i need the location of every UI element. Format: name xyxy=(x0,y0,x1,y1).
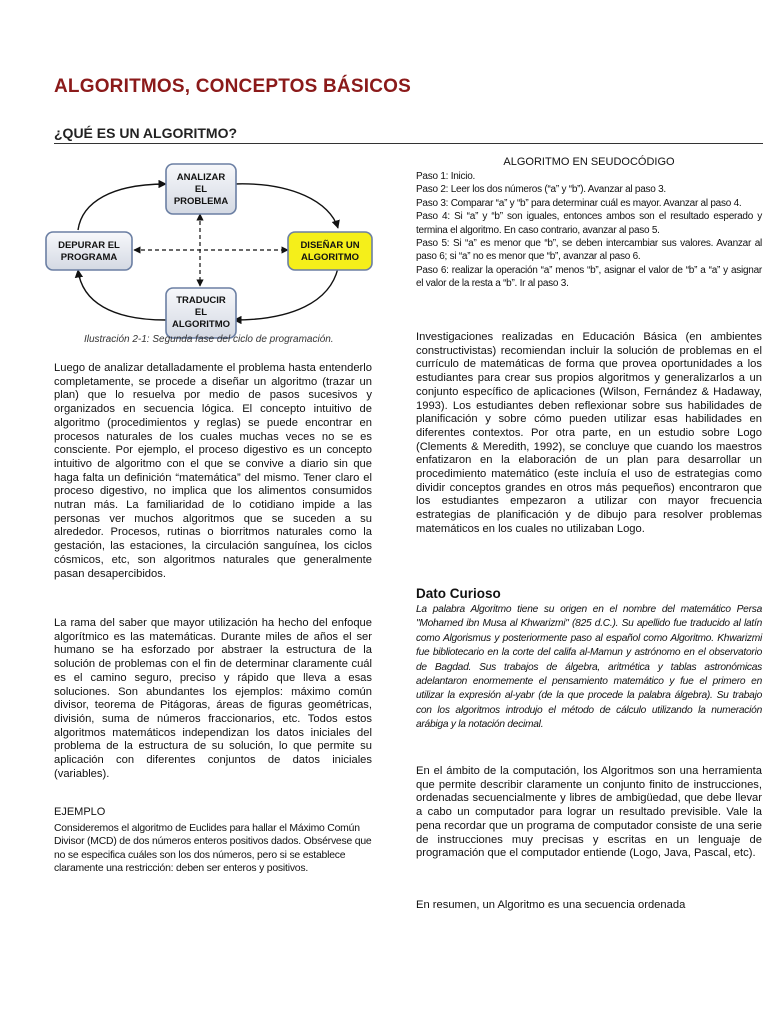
right-paragraph-block xyxy=(416,331,762,537)
step-2: Paso 2: Leer los dos números (“a” y “b”). Avanzar al paso 3. xyxy=(416,184,666,196)
box-disenar-line2: ALGORITMO xyxy=(300,252,360,263)
box-analizar-line1: ANALIZAR xyxy=(176,172,226,183)
box-disenar xyxy=(288,232,372,270)
step-3: Paso 3: Comparar “a” y “b” para determinar cuál es mayor. Avanzar al paso 4. xyxy=(416,197,742,209)
section-subtitle: ¿QUÉ ES UN ALGORITMO? xyxy=(54,125,238,141)
dato-curioso-block xyxy=(416,586,762,733)
example-title: EJEMPLO xyxy=(54,806,106,818)
step-5: Paso 5: Si “a” es menor que “b”, se deben intercambiar sus valores. Avanzar al paso 6; si “a” no es menor que “b”, avanzar al paso 6. xyxy=(416,238,762,263)
box-disenar-line1: DISEÑAR UN xyxy=(300,240,360,251)
right-paragraph-block-2 xyxy=(416,765,762,861)
box-traducir-line1: TRADUCIR xyxy=(176,295,226,306)
right-paragraph-2: En el ámbito de la computación, los Algoritmos son una herramienta que permite describir claramente un conjunto finito de instrucciones, ordenadas secuencialmente y libres de ambigüedad, que debe llevar a cabo un computador para lograr un resultado previsible. Vale la pena recordar que un programa de computador consiste de una serie de instrucciones muy precisas y escritas en un lenguaje de programación que el computador entiende (Logo, Java, Pascal, etc). xyxy=(416,765,762,860)
box-traducir-line3: ALGORITMO xyxy=(171,319,231,330)
box-depurar xyxy=(46,232,132,270)
right-paragraph-1: Investigaciones realizadas en Educación Básica (en ambientes constructivistas) recomiendan incluir la solución de problemas en el currículo de matemáticas de forma que provea oportunidades a los estudiantes para crear sus propios algoritmos y generalizarlos a un conjunto específico de aplicaciones (Wilson, Fernández & Hadaway, 1993). Los estudiantes deben reflexionar sobre sus habilidades de planificación y sobre cómo pueden utilizar esas habilidades en diferentes contextos. Por otra parte, en un estudio sobre Logo (Clements & Meredith, 1992), se concluye que cuando los maestros enfatizaron en la elaboración de un plan para desarrollar un procedimiento matemático (este incluía el uso de estrategias como dividir conceptos grandes en otros más pequeños) encontraron que los estudiantes empezaron a utilizar con mayor frecuencia estrategias de planificación y de dibujo para resolver problemas matemáticos en los cuales no utilizaban Logo. xyxy=(416,331,762,535)
right-paragraph-3: En resumen, un Algoritmo es una secuencia ordenada xyxy=(416,899,686,911)
box-analizar xyxy=(166,164,236,214)
programming-cycle-diagram xyxy=(42,162,382,340)
box-traducir xyxy=(166,288,236,338)
step-6: Paso 6: realizar la operación “a” menos “b”, asignar el valor de “b” a “a” y asignar el valor de la resta a “b”. Ir al paso 3. xyxy=(416,264,762,290)
dato-curioso-title: Dato Curioso xyxy=(416,586,501,601)
cycle-arrow-bottom-left xyxy=(78,270,166,320)
pseudocode-title: ALGORITMO EN SEUDOCÓDIGO xyxy=(503,156,675,168)
left-paragraph-2: La rama del saber que mayor utilización ha hecho del enfoque algorítmico es las matemáticas. Durante miles de años el ser humano se ha esforzado por abstraer la estructura de la solución de problemas con el fin de determinar claramente cuál es el camino seguro, preciso y rápido que lleva a esas soluciones. Son abundantes los ejemplos: máximo común divisor, teorema de Pitágoras, áreas de figuras geométricas, división, suma de números fraccionarios, etc. Todos estos algoritmos matemáticos independizan los datos iniciales del problema de la estructura de su solución, lo que permite su aplicación con diferentes conjuntos de datos iniciales (variables). xyxy=(54,617,372,780)
page-title: ALGORITMOS, CONCEPTOS BÁSICOS xyxy=(54,76,411,97)
cycle-arrow-top-left xyxy=(78,184,166,230)
step-4: Paso 4: Si “a” y “b” son iguales, entonces ambos son el resultado esperado y termina el algoritmo. En caso contrario, avanzar al paso 5. xyxy=(416,211,762,236)
header-rule xyxy=(54,143,763,144)
left-paragraph-1: Luego de analizar detalladamente el problema hasta entenderlo completamente, se procede a diseñar un algoritmo (trazar un plan) que lo resuelva por medio de pasos sucesivos y organizados en secuencia lógica. El concepto intuitivo de algoritmo (procedimientos y reglas) se puede encontrar en procesos naturales de los cuales muchas veces no se es consciente. Por ejemplo, el proceso digestivo es un concepto intuitivo de algoritmo con el que se convive a diario sin que haga falta un definición “matemática” del mismo. Tener claro el proceso digestivo, no implica que los alimentos consumidos nutran más. La familiaridad de lo cotidiano impide a las personas ver muchos algoritmos que se suceden a su alrededor. Procesos, rutinas o biorritmos naturales como la gestación, las estaciones, la circulación sanguínea, los ciclos cósmicos, etc, son algoritmos naturales que generalmente pasan desapercibidos. xyxy=(54,362,372,580)
box-analizar-line2: EL xyxy=(194,184,208,195)
box-depurar-line2: PROGRAMA xyxy=(60,252,118,263)
example-text: Consideremos el algoritmo de Euclides para hallar el Máximo Común Divisor (MCD) de dos números enteros positivos dados. Obsérvese que no se especifica cuáles son los dos números, pero si se establece claramente una restricción: deben ser enteros y positivos. xyxy=(54,823,372,874)
example-block xyxy=(54,806,372,875)
cycle-arrow-bottom-right xyxy=(234,268,338,320)
cycle-arrow-top-right xyxy=(234,184,338,228)
left-column-2 xyxy=(54,617,372,781)
figure-caption: Ilustración 2-1: Segunda fase del ciclo de programación. xyxy=(84,334,334,345)
dato-curioso-text: La palabra Algoritmo tiene su origen en el nombre del matemático Persa "Mohamed ibn Musa al Khwarizmi" (825 d.C.). Su apellido fue traducido al latín como Algorismus y posteriormente paso al español como Algoritmo. Khwarizmi fue bibliotecario en la corte del califa al-Mamun y astrónomo en el observatorio de Bagdad. Sus trabajos de álgebra, aritmética y tablas astronómicas adelantaron enormemente el pensamiento matemático y fue el primero en utilizar la expresión al-yabr (de la que procede la palabra álgebra). Su trabajo con los algoritmos introdujo el método de cálculo utilizando la numeración arábiga y la notación decimal. xyxy=(416,604,762,731)
pseudocode-block xyxy=(416,156,762,291)
step-1: Paso 1: Inicio. xyxy=(416,171,476,182)
box-depurar-line1: DEPURAR EL xyxy=(58,240,120,251)
right-paragraph-block-3 xyxy=(416,899,762,913)
left-column xyxy=(54,362,372,581)
box-analizar-line3: PROBLEMA xyxy=(173,196,229,207)
box-traducir-line2: EL xyxy=(194,307,208,318)
